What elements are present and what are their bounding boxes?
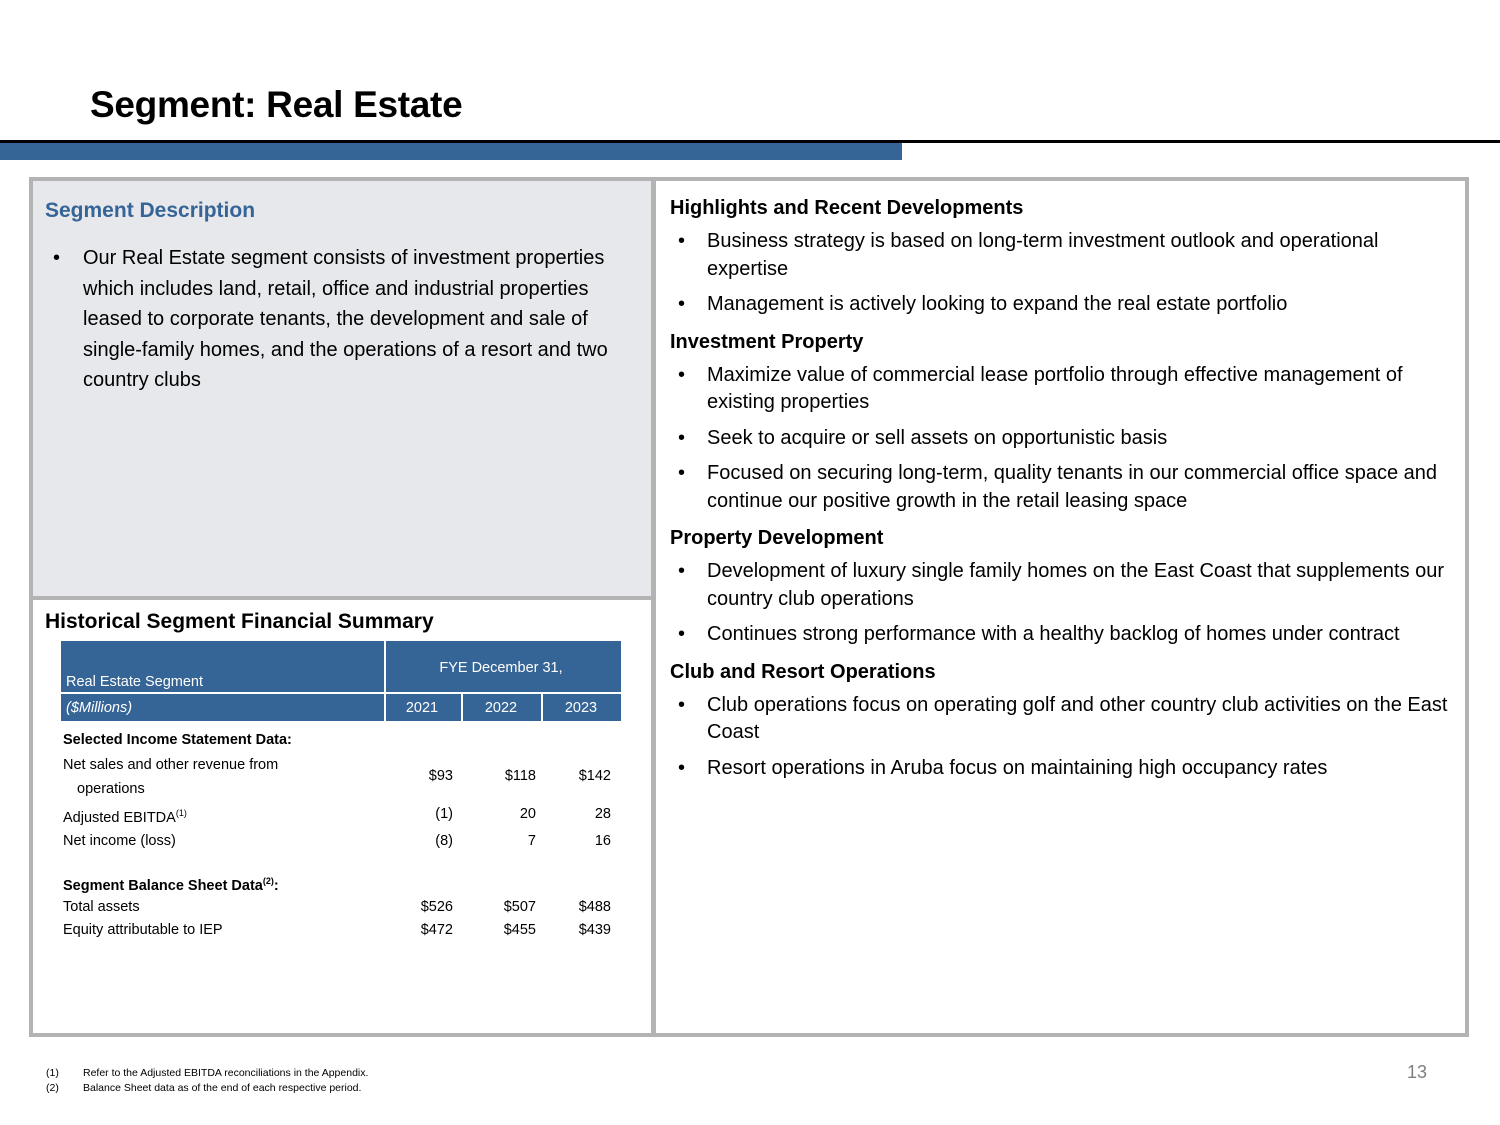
table-cell: $93 [428, 768, 453, 784]
table-cell: $472 [420, 922, 453, 938]
footnote-text: Refer to the Adjusted EBITDA reconciliations in the Appendix. [83, 1067, 369, 1079]
table-cell: $439 [578, 922, 611, 938]
year-header: 2021 [405, 700, 439, 716]
highlight-bullet [670, 755, 1460, 783]
highlight-bullet-text: Resort operations in Aruba focus on maintaining high occupancy rates [707, 756, 1328, 779]
table-cell: (8) [435, 833, 453, 849]
section-heading-investment-property: Investment Property [670, 330, 864, 353]
highlights-panel [651, 177, 1469, 1037]
bullet-icon: • [678, 693, 686, 716]
table-cell: 16 [594, 833, 611, 849]
table-cell: 28 [594, 806, 611, 822]
table-cell: $455 [503, 922, 536, 938]
financial-summary-heading: Historical Segment Financial Summary [45, 610, 434, 633]
table-header [61, 641, 621, 721]
footnote-number: (2) [46, 1082, 59, 1094]
highlight-bullet [670, 425, 1460, 453]
highlight-bullet-text: Business strategy is based on long-term investment outlook and operational expertise [707, 230, 1379, 280]
unit-label: ($Millions) [66, 700, 133, 716]
table-cell: 20 [519, 806, 536, 822]
highlights-body [670, 197, 1460, 790]
year-header: 2023 [564, 700, 598, 716]
page-number: 13 [1407, 1062, 1428, 1082]
row-label-continued: operations [77, 781, 145, 797]
section-heading-club-resort-operations: Club and Resort Operations [670, 660, 936, 683]
financial-summary-panel [29, 596, 655, 1037]
segment-description-heading: Segment Description [45, 199, 256, 222]
row-label: Net income (loss) [63, 833, 176, 849]
row-label: Net sales and other revenue from [63, 757, 279, 773]
row-label: Total assets [63, 899, 140, 915]
highlight-bullet [670, 558, 1460, 613]
highlight-bullet-text: Development of luxury single family homes on the East Coast that supplements our country club operations [707, 560, 1445, 610]
table-cell: (1) [435, 806, 453, 822]
bullet-icon: • [53, 247, 61, 269]
highlight-bullet-text: Continues strong performance with a healthy backlog of homes under contract [707, 623, 1400, 645]
title-accent-bar [0, 143, 902, 160]
highlight-bullet-text: Seek to acquire or sell assets on opportunistic basis [707, 426, 1168, 449]
page-title: Segment: Real Estate [90, 84, 463, 125]
table-cell: $142 [578, 768, 611, 784]
highlight-bullet [670, 460, 1460, 515]
table-cell: $526 [420, 899, 453, 915]
table-cell: 7 [527, 833, 536, 849]
row-divider [61, 692, 621, 694]
footnotes [46, 1066, 368, 1096]
table-cell: $507 [503, 899, 536, 915]
footnote-ref: (2) [262, 876, 274, 886]
row-label: Equity attributable to IEP [63, 922, 223, 938]
segment-label: Real Estate Segment [66, 674, 204, 690]
description-bullet [53, 243, 633, 396]
highlights-heading: Highlights and Recent Developments [670, 197, 1024, 219]
bullet-icon: • [678, 462, 686, 484]
bullet-icon: • [678, 293, 686, 315]
highlight-bullet-text: Management is actively looking to expand the real estate portfolio [707, 293, 1288, 315]
bullet-icon: • [678, 230, 686, 252]
bullet-icon: • [678, 623, 686, 645]
footnote-text: Balance Sheet data as of the end of each respective period. [83, 1082, 362, 1094]
highlight-bullet-text: Maximize value of commercial lease portfolio through effective management of existing properties [707, 363, 1403, 413]
table-cell: $118 [504, 768, 536, 784]
bullet-icon: • [678, 560, 686, 582]
highlight-bullet-text: Club operations focus on operating golf and other country club activities on the East Coast [707, 693, 1448, 743]
footnote-ref: (1) [175, 808, 187, 818]
year-header: 2022 [484, 700, 518, 716]
balance-section-header [63, 876, 279, 894]
footnote [46, 1066, 368, 1081]
segment-description-panel [29, 177, 655, 600]
bullet-icon: • [678, 363, 686, 386]
footnote-number: (1) [46, 1067, 59, 1079]
balance-header-text: Segment Balance Sheet Data [63, 877, 263, 894]
row-label-text: Adjusted EBITDA [63, 809, 176, 826]
bullet-icon: • [678, 756, 686, 779]
balance-header-colon: : [273, 877, 279, 894]
highlight-bullet [670, 621, 1460, 649]
row-label [63, 808, 187, 826]
table-cell: $488 [578, 899, 611, 915]
highlight-bullet-text: Focused on securing long-term, quality tenants in our commercial office space and continue our positive growth in the retail leasing space [707, 462, 1438, 512]
highlight-bullet [670, 362, 1460, 417]
highlight-bullet [670, 228, 1460, 283]
highlight-bullet [670, 291, 1460, 319]
description-bullet-text: Our Real Estate segment consists of investment properties which includes land, retail, office and industrial properties leased to corporate tenants, the development and sale of single-family homes, and the operations of a resort and two country clubs [83, 247, 608, 391]
segment-description-body [53, 243, 633, 396]
income-section-header: Selected Income Statement Data: [63, 732, 292, 748]
footnote [46, 1081, 368, 1096]
highlight-bullet [670, 692, 1460, 747]
section-heading-property-development: Property Development [670, 527, 884, 549]
fye-label: FYE December 31, [439, 660, 563, 676]
bullet-icon: • [678, 426, 686, 449]
